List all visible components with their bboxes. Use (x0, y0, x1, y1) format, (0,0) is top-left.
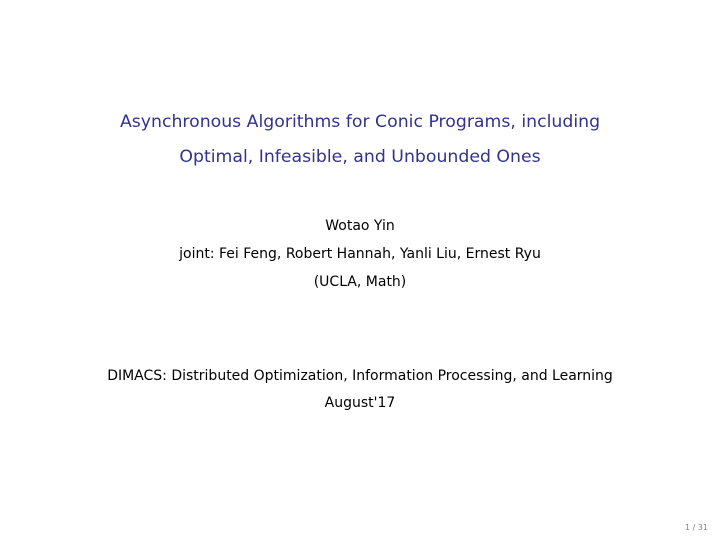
title-line-1: Asynchronous Algorithms for Conic Programs, including (119, 112, 601, 132)
title-line-2: Optimal, Infeasible, and Unbounded Ones (179, 147, 541, 167)
page-number: 1 / 31 (684, 523, 708, 532)
presentation-date: August'17 (324, 395, 396, 411)
conference-name: DIMACS: Distributed Optimization, Information Processing, and Learning (107, 368, 613, 384)
author-name: Wotao Yin (325, 218, 395, 234)
affiliation: (UCLA, Math) (313, 274, 407, 290)
coauthors: joint: Fei Feng, Robert Hannah, Yanli Liu, Ernest Ryu (179, 246, 541, 262)
